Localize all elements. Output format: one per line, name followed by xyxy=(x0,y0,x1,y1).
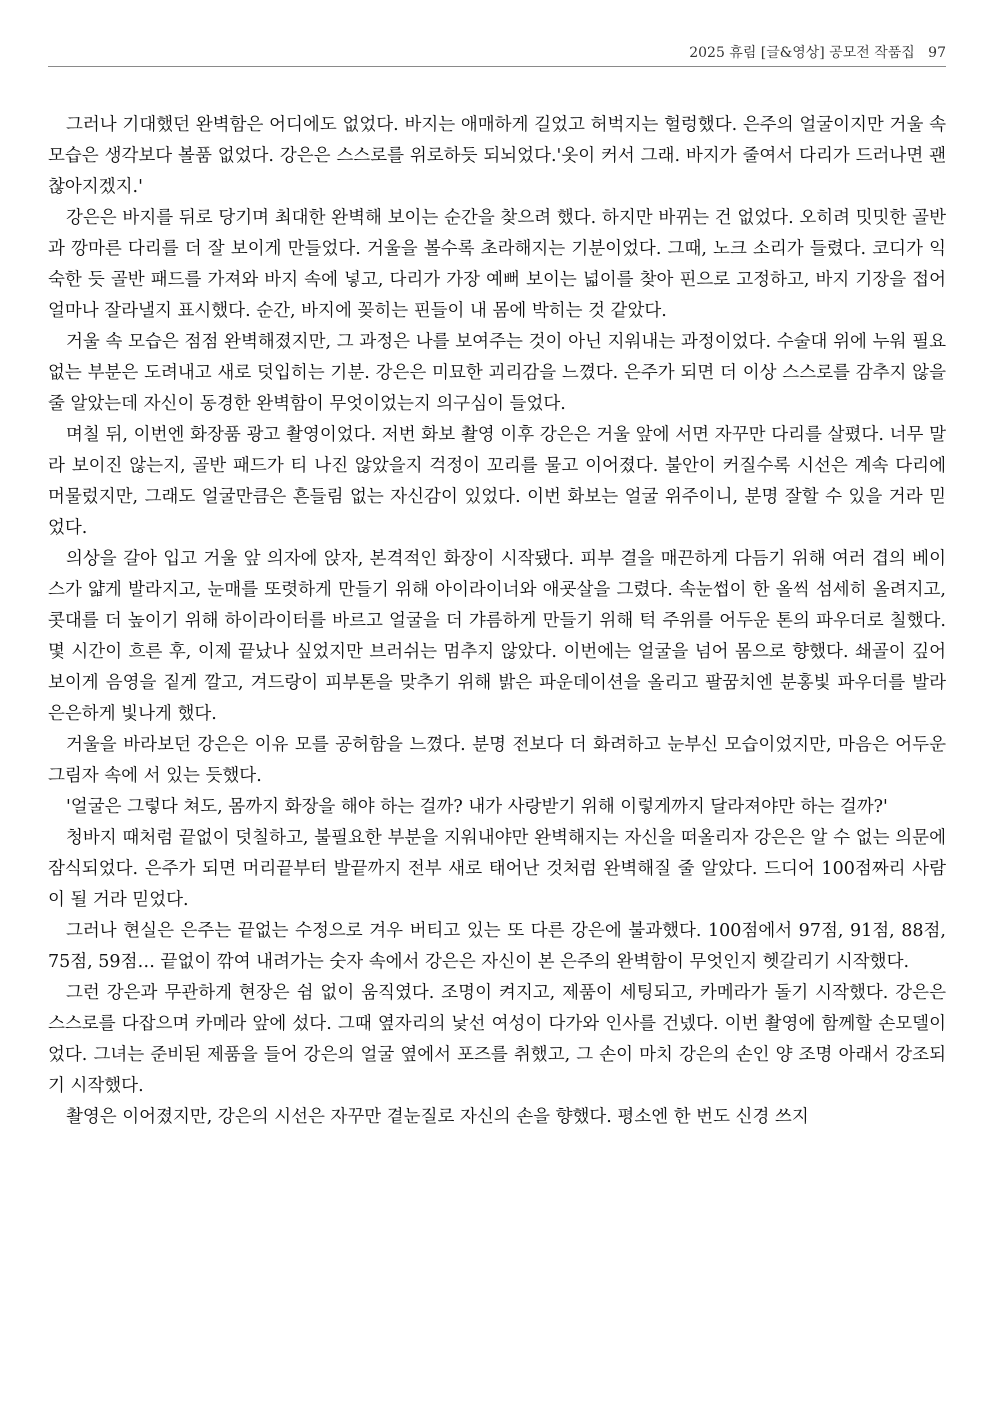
paragraph: 의상을 갈아 입고 거울 앞 의자에 앉자, 본격적인 화장이 시작됐다. 피부 결을 매끈하게 다듬기 위해 여러 겹의 베이스가 얇게 발라지고, 눈매를 또렷하게 만들기 위해 아이라이너와 애굣살을 그렸다. 속눈썹이 한 올씩 섬세히 올려지고, 콧대를 더 높이기 위해 하이라이터를 바르고 얼굴을 더 갸름하게 만들기 위해 턱 주위를 어두운 톤의 파우더로 칠했다. 몇 시간이 흐른 후, 이제 끝났나 싶었지만 브러쉬는 멈추지 않았다. 이번에는 얼굴을 넘어 몸으로 향했다. 쇄골이 깊어 보이게 음영을 짙게 깔고, 겨드랑이 피부톤을 맞추기 위해 밝은 파운데이션을 올리고 팔꿈치엔 분홍빛 파우더를 발라 은은하게 빛나게 했다. xyxy=(48,549,946,724)
page-header xyxy=(48,40,946,67)
paragraph: 며칠 뒤, 이번엔 화장품 광고 촬영이었다. 저번 화보 촬영 이후 강은은 거울 앞에 서면 자꾸만 다리를 살폈다. 너무 말라 보이진 않는지, 골반 패드가 티 나진 않았을지 걱정이 꼬리를 물고 이어졌다. 불안이 커질수록 시선은 계속 다리에 머물렀지만, 그래도 얼굴만큼은 흔들림 없는 자신감이 있었다. 이번 화보는 얼굴 위주이니, 분명 잘할 수 있을 거라 믿었다. xyxy=(48,425,946,538)
paragraph: 그러나 기대했던 완벽함은 어디에도 없었다. 바지는 애매하게 길었고 허벅지는 헐렁했다. 은주의 얼굴이지만 거울 속 모습은 생각보다 볼품 없었다. 강은은 스스로를 위로하듯 되뇌었다.'옷이 커서 그래. 바지가 줄여서 다리가 드러나면 괜찮아지겠지.' xyxy=(48,115,946,197)
paragraph: 강은은 바지를 뒤로 당기며 최대한 완벽해 보이는 순간을 찾으려 했다. 하지만 바뀌는 건 없었다. 오히려 밋밋한 골반과 깡마른 다리를 더 잘 보이게 만들었다. 거울을 볼수록 초라해지는 기분이었다. 그때, 노크 소리가 들렸다. 코디가 익숙한 듯 골반 패드를 가져와 바지 속에 넣고, 다리가 가장 예뻐 보이는 넓이를 찾아 핀으로 고정하고, 바지 기장을 접어 얼마나 잘라낼지 표시했다. 순간, 바지에 꽂히는 핀들이 내 몸에 박히는 것 같았다. xyxy=(48,208,946,321)
paragraph: '얼굴은 그렇다 쳐도, 몸까지 화장을 해야 하는 걸까? 내가 사랑받기 위해 이렇게까지 달라져야만 하는 걸까?' xyxy=(66,797,888,817)
paragraph: 촬영은 이어졌지만, 강은의 시선은 자꾸만 곁눈질로 자신의 손을 향했다. 평소엔 한 번도 신경 쓰지 xyxy=(66,1107,809,1127)
running-title: 2025 휴림 [글&영상] 공모전 작품집 xyxy=(689,45,915,61)
page-number: 97 xyxy=(928,45,946,61)
paragraph: 그런 강은과 무관하게 현장은 쉼 없이 움직였다. 조명이 켜지고, 제품이 세팅되고, 카메라가 돌기 시작했다. 강은은 스스로를 다잡으며 카메라 앞에 섰다. 그때 옆자리의 낯선 여성이 다가와 인사를 건넸다. 이번 촬영에 함께할 손모델이었다. 그녀는 준비된 제품을 들어 강은의 얼굴 옆에서 포즈를 취했고, 그 손이 마치 강은의 손인 양 조명 아래서 강조되기 시작했다. xyxy=(48,983,946,1096)
paragraph: 거울 속 모습은 점점 완벽해졌지만, 그 과정은 나를 보여주는 것이 아닌 지워내는 과정이었다. 수술대 위에 누워 필요 없는 부분은 도려내고 새로 덧입히는 기분. 강은은 미묘한 괴리감을 느꼈다. 은주가 되면 더 이상 스스로를 감추지 않을 줄 알았는데 자신이 동경한 완벽함이 무엇이었는지 의구심이 들었다. xyxy=(48,332,946,414)
paragraph: 그러나 현실은 은주는 끝없는 수정으로 겨우 버티고 있는 또 다른 강은에 불과했다. 100점에서 97점, 91점, 88점, 75점, 59점… 끝없이 깎여 내려가는 숫자 속에서 강은은 자신이 본 은주의 완벽함이 무엇인지 헷갈리기 시작했다. xyxy=(48,921,946,972)
article-body xyxy=(48,110,946,1133)
paragraph: 거울을 바라보던 강은은 이유 모를 공허함을 느꼈다. 분명 전보다 더 화려하고 눈부신 모습이었지만, 마음은 어두운 그림자 속에 서 있는 듯했다. xyxy=(48,735,946,786)
paragraph: 청바지 때처럼 끝없이 덧칠하고, 불필요한 부분을 지워내야만 완벽해지는 자신을 떠올리자 강은은 알 수 없는 의문에 잠식되었다. 은주가 되면 머리끝부터 발끝까지 전부 새로 태어난 것처럼 완벽해질 줄 알았다. 드디어 100점짜리 사람이 될 거라 믿었다. xyxy=(48,828,946,910)
